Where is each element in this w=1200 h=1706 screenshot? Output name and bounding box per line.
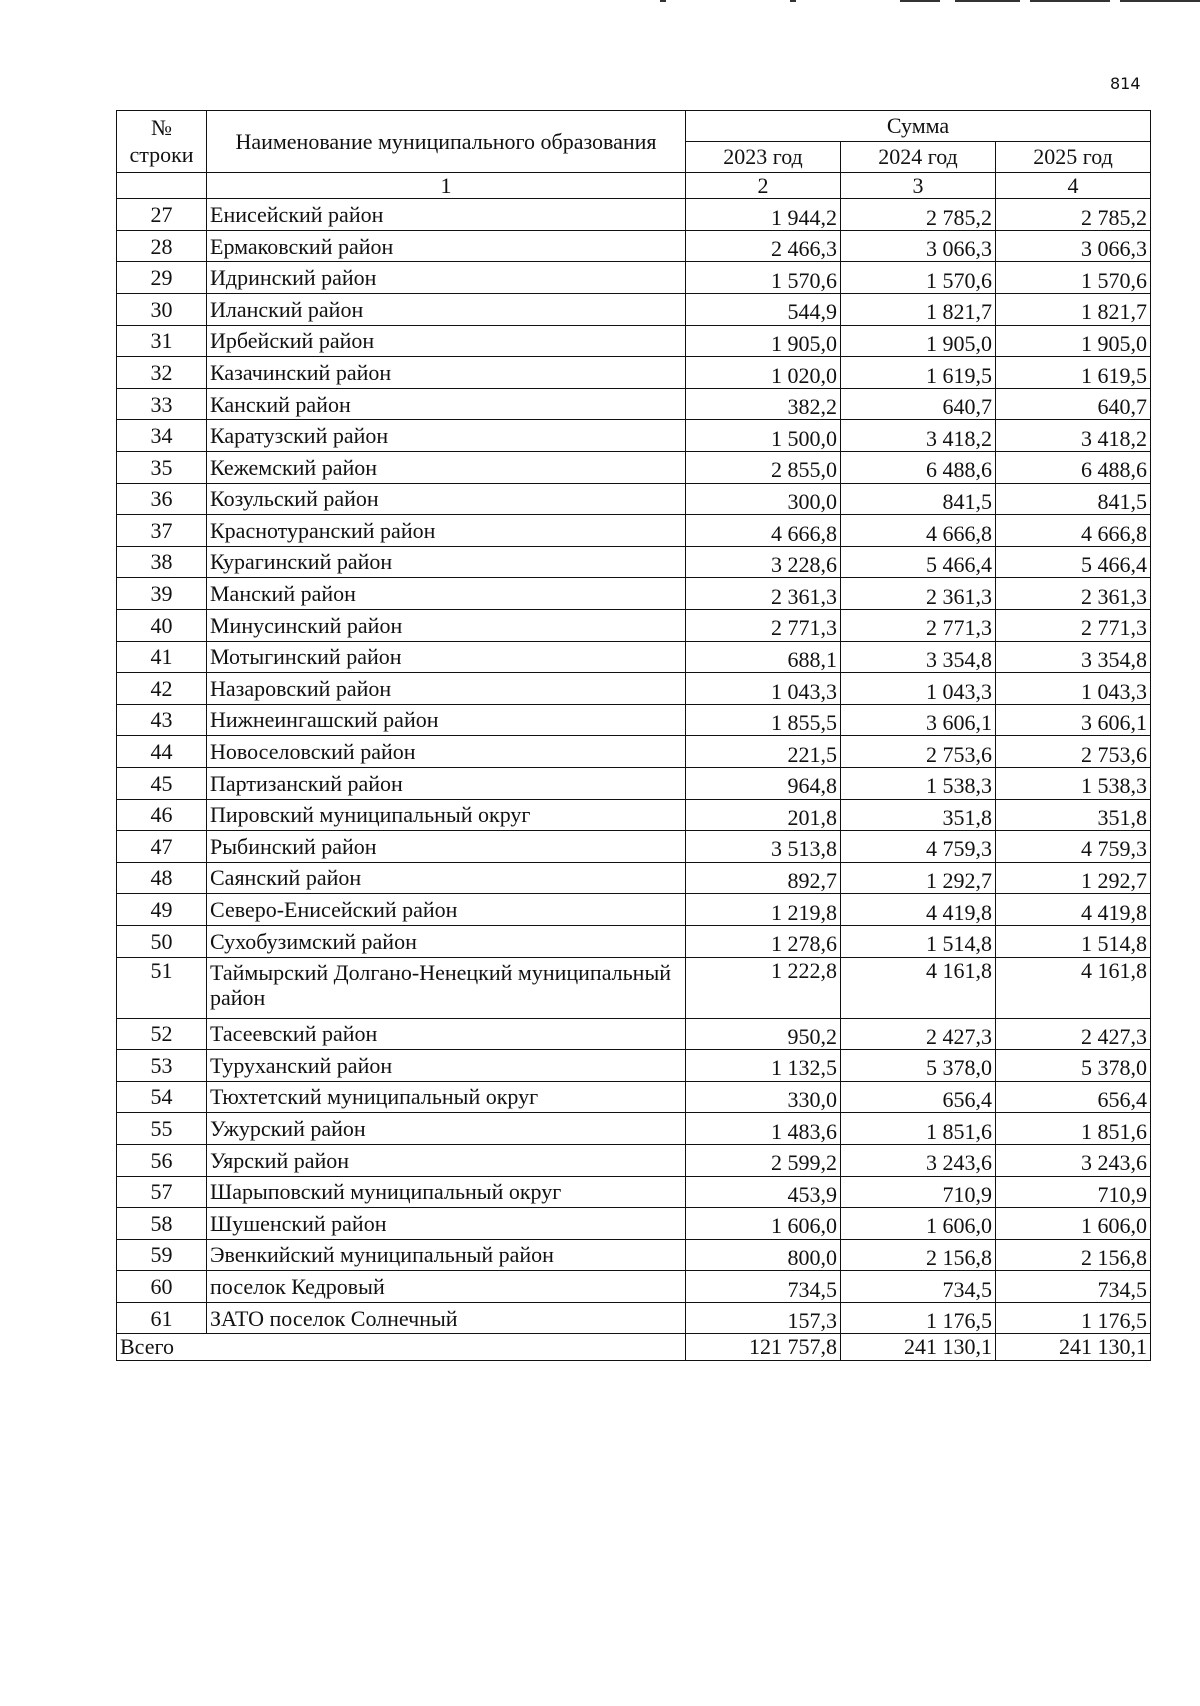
value-2024: 710,9 bbox=[841, 1176, 996, 1208]
value-2025: 1 538,3 bbox=[996, 767, 1151, 799]
scan-artifact bbox=[790, 0, 796, 2]
table-row bbox=[117, 199, 1151, 231]
value-2025: 2 361,3 bbox=[996, 578, 1151, 610]
row-number: 50 bbox=[117, 925, 207, 957]
table-row bbox=[117, 1271, 1151, 1303]
value-2023: 221,5 bbox=[686, 736, 841, 768]
value-2023: 1 944,2 bbox=[686, 199, 841, 231]
table-row bbox=[117, 610, 1151, 642]
value-2024: 1 606,0 bbox=[841, 1208, 996, 1240]
table-row bbox=[117, 1113, 1151, 1145]
row-number: 44 bbox=[117, 736, 207, 768]
value-2023: 1 905,0 bbox=[686, 325, 841, 357]
row-number: 54 bbox=[117, 1081, 207, 1113]
table-row bbox=[117, 862, 1151, 894]
value-2023: 2 361,3 bbox=[686, 578, 841, 610]
row-number: 55 bbox=[117, 1113, 207, 1145]
row-number: 53 bbox=[117, 1050, 207, 1082]
municipality-name: Уярский район bbox=[207, 1144, 686, 1176]
municipality-name: Мотыгинский район bbox=[207, 641, 686, 673]
table-row bbox=[117, 388, 1151, 420]
scan-artifact bbox=[900, 0, 940, 2]
row-number: 30 bbox=[117, 294, 207, 326]
value-2025: 2 771,3 bbox=[996, 610, 1151, 642]
municipality-name: Нижнеингашский район bbox=[207, 704, 686, 736]
value-2023: 1 278,6 bbox=[686, 925, 841, 957]
value-2025: 1 905,0 bbox=[996, 325, 1151, 357]
value-2023: 964,8 bbox=[686, 767, 841, 799]
value-2023: 1 043,3 bbox=[686, 673, 841, 705]
municipality-name: Тюхтетский муниципальный округ bbox=[207, 1081, 686, 1113]
table-row bbox=[117, 1302, 1151, 1334]
table-row bbox=[117, 294, 1151, 326]
municipality-name: Курагинский район bbox=[207, 546, 686, 578]
value-2025: 2 785,2 bbox=[996, 199, 1151, 231]
row-number: 38 bbox=[117, 546, 207, 578]
value-2023: 734,5 bbox=[686, 1271, 841, 1303]
value-2024: 656,4 bbox=[841, 1081, 996, 1113]
header-row-number: № строки bbox=[117, 111, 207, 173]
value-2024: 1 043,3 bbox=[841, 673, 996, 705]
value-2025: 841,5 bbox=[996, 483, 1151, 515]
municipality-name: Северо-Енисейский район bbox=[207, 894, 686, 926]
table-row bbox=[117, 736, 1151, 768]
value-2024: 4 419,8 bbox=[841, 894, 996, 926]
row-number: 57 bbox=[117, 1176, 207, 1208]
value-2024: 3 418,2 bbox=[841, 420, 996, 452]
table-row bbox=[117, 641, 1151, 673]
row-number: 27 bbox=[117, 199, 207, 231]
row-number: 51 bbox=[117, 957, 207, 1018]
value-2024: 3 354,8 bbox=[841, 641, 996, 673]
municipality-name: Ирбейский район bbox=[207, 325, 686, 357]
row-number: 32 bbox=[117, 357, 207, 389]
table-row bbox=[117, 767, 1151, 799]
value-2024: 640,7 bbox=[841, 388, 996, 420]
value-2023: 3 513,8 bbox=[686, 831, 841, 863]
value-2025: 710,9 bbox=[996, 1176, 1151, 1208]
value-2023: 3 228,6 bbox=[686, 546, 841, 578]
table-row bbox=[117, 1239, 1151, 1271]
value-2023: 2 771,3 bbox=[686, 610, 841, 642]
value-2025: 4 666,8 bbox=[996, 515, 1151, 547]
row-number: 52 bbox=[117, 1018, 207, 1050]
value-2025: 5 466,4 bbox=[996, 546, 1151, 578]
value-2025: 3 606,1 bbox=[996, 704, 1151, 736]
value-2025: 351,8 bbox=[996, 799, 1151, 831]
value-2025: 1 821,7 bbox=[996, 294, 1151, 326]
municipality-name: Казачинский район bbox=[207, 357, 686, 389]
value-2023: 2 466,3 bbox=[686, 230, 841, 262]
value-2024: 2 427,3 bbox=[841, 1018, 996, 1050]
value-2023: 800,0 bbox=[686, 1239, 841, 1271]
value-2023: 1 855,5 bbox=[686, 704, 841, 736]
value-2025: 3 243,6 bbox=[996, 1144, 1151, 1176]
value-2024: 5 378,0 bbox=[841, 1050, 996, 1082]
scan-artifact bbox=[660, 0, 666, 2]
table-row bbox=[117, 1050, 1151, 1082]
row-number: 45 bbox=[117, 767, 207, 799]
municipality-name: Таймырский Долгано-Ненецкий муниципальный район bbox=[207, 957, 686, 1018]
header-year-2023: 2023 год bbox=[686, 142, 841, 173]
total-row bbox=[117, 1334, 1151, 1360]
municipality-name: Ужурский район bbox=[207, 1113, 686, 1145]
municipality-name: Енисейский район bbox=[207, 199, 686, 231]
value-2024: 3 066,3 bbox=[841, 230, 996, 262]
table-row bbox=[117, 831, 1151, 863]
value-2025: 3 354,8 bbox=[996, 641, 1151, 673]
value-2025: 1 514,8 bbox=[996, 925, 1151, 957]
row-number: 43 bbox=[117, 704, 207, 736]
row-number: 47 bbox=[117, 831, 207, 863]
row-number: 59 bbox=[117, 1239, 207, 1271]
row-number: 39 bbox=[117, 578, 207, 610]
row-number: 58 bbox=[117, 1208, 207, 1240]
table-row bbox=[117, 420, 1151, 452]
column-index-cell: 2 bbox=[686, 173, 841, 199]
row-number: 37 bbox=[117, 515, 207, 547]
value-2023: 2 599,2 bbox=[686, 1144, 841, 1176]
value-2024: 1 905,0 bbox=[841, 325, 996, 357]
value-2025: 4 759,3 bbox=[996, 831, 1151, 863]
header-municipality-name: Наименование муниципального образования bbox=[207, 111, 686, 173]
column-index-cell: 3 bbox=[841, 173, 996, 199]
value-2023: 201,8 bbox=[686, 799, 841, 831]
municipality-name: Эвенкийский муниципальный район bbox=[207, 1239, 686, 1271]
row-number: 28 bbox=[117, 230, 207, 262]
table-row bbox=[117, 546, 1151, 578]
row-number: 40 bbox=[117, 610, 207, 642]
value-2025: 2 753,6 bbox=[996, 736, 1151, 768]
value-2025: 1 851,6 bbox=[996, 1113, 1151, 1145]
municipality-name: поселок Кедровый bbox=[207, 1271, 686, 1303]
total-2025: 241 130,1 bbox=[996, 1334, 1151, 1360]
value-2024: 2 156,8 bbox=[841, 1239, 996, 1271]
table-row bbox=[117, 1176, 1151, 1208]
table-row bbox=[117, 262, 1151, 294]
value-2024: 1 570,6 bbox=[841, 262, 996, 294]
table-row bbox=[117, 957, 1151, 1018]
header-year-2024: 2024 год bbox=[841, 142, 996, 173]
row-number: 42 bbox=[117, 673, 207, 705]
value-2023: 1 500,0 bbox=[686, 420, 841, 452]
value-2025: 1 606,0 bbox=[996, 1208, 1151, 1240]
row-number: 41 bbox=[117, 641, 207, 673]
scan-artifact bbox=[955, 0, 1020, 2]
table-row bbox=[117, 925, 1151, 957]
value-2023: 330,0 bbox=[686, 1081, 841, 1113]
value-2024: 2 361,3 bbox=[841, 578, 996, 610]
value-2024: 1 514,8 bbox=[841, 925, 996, 957]
value-2023: 157,3 bbox=[686, 1302, 841, 1334]
value-2024: 4 161,8 bbox=[841, 957, 996, 1018]
value-2023: 1 570,6 bbox=[686, 262, 841, 294]
total-label: Всего bbox=[117, 1334, 686, 1360]
municipality-name: Шарыповский муниципальный округ bbox=[207, 1176, 686, 1208]
value-2024: 4 666,8 bbox=[841, 515, 996, 547]
row-number: 36 bbox=[117, 483, 207, 515]
value-2024: 1 851,6 bbox=[841, 1113, 996, 1145]
value-2023: 300,0 bbox=[686, 483, 841, 515]
page-number: 814 bbox=[1110, 74, 1141, 93]
value-2023: 688,1 bbox=[686, 641, 841, 673]
row-number: 48 bbox=[117, 862, 207, 894]
row-number: 49 bbox=[117, 894, 207, 926]
table-row bbox=[117, 799, 1151, 831]
row-number: 31 bbox=[117, 325, 207, 357]
value-2024: 2 753,6 bbox=[841, 736, 996, 768]
value-2023: 2 855,0 bbox=[686, 452, 841, 484]
value-2023: 382,2 bbox=[686, 388, 841, 420]
municipality-name: ЗАТО поселок Солнечный bbox=[207, 1302, 686, 1334]
row-number: 29 bbox=[117, 262, 207, 294]
table-row bbox=[117, 704, 1151, 736]
header-sum: Сумма bbox=[686, 111, 1151, 142]
budget-table bbox=[116, 110, 1151, 1361]
value-2024: 1 821,7 bbox=[841, 294, 996, 326]
table-row bbox=[117, 325, 1151, 357]
value-2024: 3 243,6 bbox=[841, 1144, 996, 1176]
value-2025: 1 176,5 bbox=[996, 1302, 1151, 1334]
row-number: 35 bbox=[117, 452, 207, 484]
column-index-cell: 4 bbox=[996, 173, 1151, 199]
table-row bbox=[117, 483, 1151, 515]
value-2024: 841,5 bbox=[841, 483, 996, 515]
municipality-name: Каратузский район bbox=[207, 420, 686, 452]
table-row bbox=[117, 1144, 1151, 1176]
total-2024: 241 130,1 bbox=[841, 1334, 996, 1360]
value-2023: 544,9 bbox=[686, 294, 841, 326]
value-2023: 1 222,8 bbox=[686, 957, 841, 1018]
header-year-2025: 2025 год bbox=[996, 142, 1151, 173]
municipality-name: Тасеевский район bbox=[207, 1018, 686, 1050]
municipality-name: Козульский район bbox=[207, 483, 686, 515]
table-row bbox=[117, 673, 1151, 705]
value-2025: 5 378,0 bbox=[996, 1050, 1151, 1082]
municipality-name: Партизанский район bbox=[207, 767, 686, 799]
value-2024: 1 538,3 bbox=[841, 767, 996, 799]
value-2025: 1 570,6 bbox=[996, 262, 1151, 294]
value-2024: 1 619,5 bbox=[841, 357, 996, 389]
value-2024: 1 292,7 bbox=[841, 862, 996, 894]
table-row bbox=[117, 515, 1151, 547]
municipality-name: Канский район bbox=[207, 388, 686, 420]
table-row bbox=[117, 1208, 1151, 1240]
value-2024: 3 606,1 bbox=[841, 704, 996, 736]
value-2023: 1 219,8 bbox=[686, 894, 841, 926]
value-2025: 2 156,8 bbox=[996, 1239, 1151, 1271]
municipality-name: Сухобузимский район bbox=[207, 925, 686, 957]
row-number: 33 bbox=[117, 388, 207, 420]
value-2025: 734,5 bbox=[996, 1271, 1151, 1303]
municipality-name: Пировский муниципальный округ bbox=[207, 799, 686, 831]
value-2023: 1 020,0 bbox=[686, 357, 841, 389]
value-2025: 656,4 bbox=[996, 1081, 1151, 1113]
municipality-name: Идринский район bbox=[207, 262, 686, 294]
value-2023: 950,2 bbox=[686, 1018, 841, 1050]
value-2025: 640,7 bbox=[996, 388, 1151, 420]
value-2025: 1 619,5 bbox=[996, 357, 1151, 389]
value-2023: 892,7 bbox=[686, 862, 841, 894]
row-number: 46 bbox=[117, 799, 207, 831]
municipality-name: Шушенский район bbox=[207, 1208, 686, 1240]
municipality-name: Назаровский район bbox=[207, 673, 686, 705]
value-2024: 5 466,4 bbox=[841, 546, 996, 578]
value-2025: 1 043,3 bbox=[996, 673, 1151, 705]
column-index-cell bbox=[117, 173, 207, 199]
row-number: 61 bbox=[117, 1302, 207, 1334]
municipality-name: Ермаковский район bbox=[207, 230, 686, 262]
value-2023: 1 606,0 bbox=[686, 1208, 841, 1240]
value-2024: 6 488,6 bbox=[841, 452, 996, 484]
value-2025: 3 418,2 bbox=[996, 420, 1151, 452]
table-row bbox=[117, 1018, 1151, 1050]
value-2025: 1 292,7 bbox=[996, 862, 1151, 894]
table-row bbox=[117, 894, 1151, 926]
value-2024: 734,5 bbox=[841, 1271, 996, 1303]
value-2023: 1 132,5 bbox=[686, 1050, 841, 1082]
table-body bbox=[117, 199, 1151, 1334]
value-2025: 4 419,8 bbox=[996, 894, 1151, 926]
value-2023: 4 666,8 bbox=[686, 515, 841, 547]
table-row bbox=[117, 452, 1151, 484]
row-number: 34 bbox=[117, 420, 207, 452]
value-2023: 1 483,6 bbox=[686, 1113, 841, 1145]
value-2024: 1 176,5 bbox=[841, 1302, 996, 1334]
row-number: 60 bbox=[117, 1271, 207, 1303]
municipality-name: Манский район bbox=[207, 578, 686, 610]
table-row bbox=[117, 357, 1151, 389]
municipality-name: Туруханский район bbox=[207, 1050, 686, 1082]
value-2025: 2 427,3 bbox=[996, 1018, 1151, 1050]
table-row bbox=[117, 1081, 1151, 1113]
municipality-name: Иланский район bbox=[207, 294, 686, 326]
municipality-name: Саянский район bbox=[207, 862, 686, 894]
value-2025: 3 066,3 bbox=[996, 230, 1151, 262]
column-index-cell: 1 bbox=[207, 173, 686, 199]
scan-artifact bbox=[1120, 0, 1200, 2]
table-row bbox=[117, 578, 1151, 610]
scan-artifact bbox=[1030, 0, 1110, 2]
row-number: 56 bbox=[117, 1144, 207, 1176]
municipality-name: Минусинский район bbox=[207, 610, 686, 642]
municipality-name: Краснотуранский район bbox=[207, 515, 686, 547]
value-2024: 4 759,3 bbox=[841, 831, 996, 863]
value-2025: 6 488,6 bbox=[996, 452, 1151, 484]
total-2023: 121 757,8 bbox=[686, 1334, 841, 1360]
municipality-name: Кежемский район bbox=[207, 452, 686, 484]
value-2024: 2 771,3 bbox=[841, 610, 996, 642]
value-2024: 2 785,2 bbox=[841, 199, 996, 231]
municipality-name: Новоселовский район bbox=[207, 736, 686, 768]
value-2024: 351,8 bbox=[841, 799, 996, 831]
value-2025: 4 161,8 bbox=[996, 957, 1151, 1018]
value-2023: 453,9 bbox=[686, 1176, 841, 1208]
municipality-name: Рыбинский район bbox=[207, 831, 686, 863]
table-row bbox=[117, 230, 1151, 262]
